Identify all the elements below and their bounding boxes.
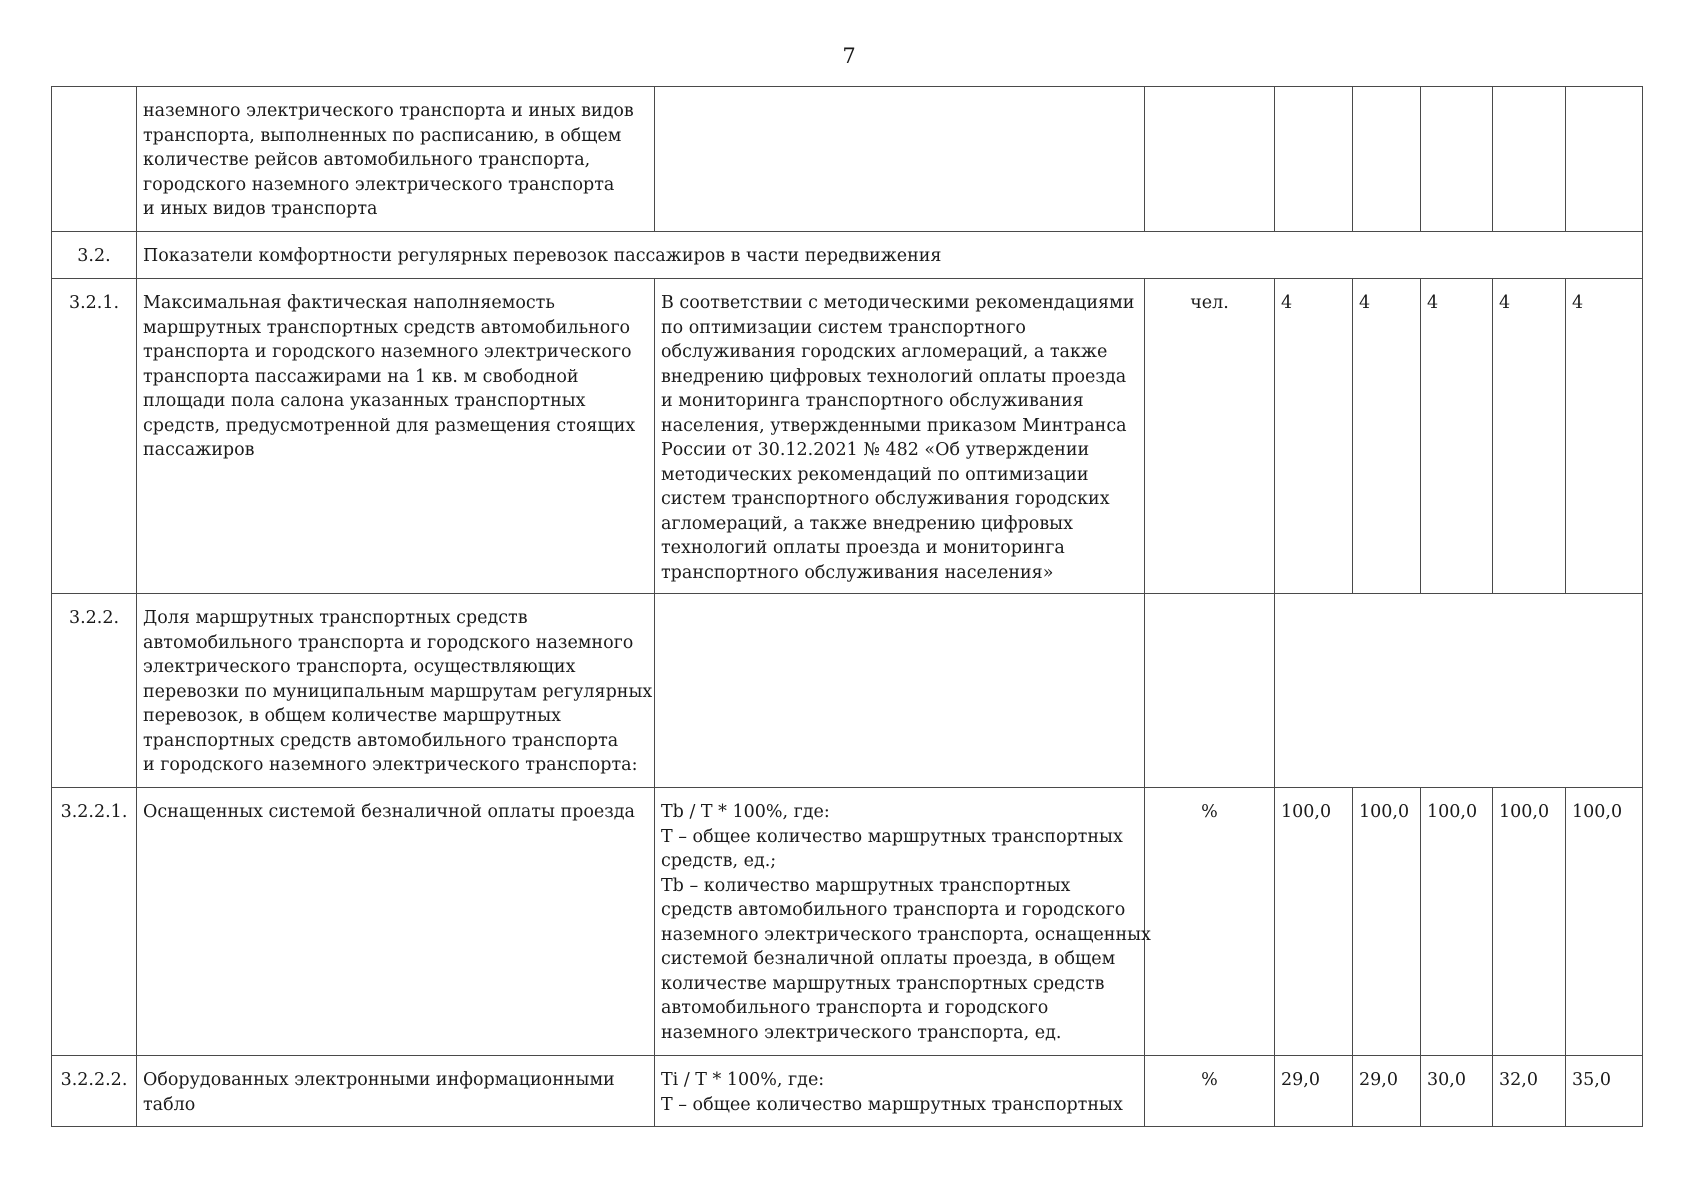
page-number: 7: [842, 44, 856, 68]
indicator-name-line: транспортных средств автомобильного транспорта: [143, 730, 619, 751]
indicator-name-cell: [137, 788, 655, 1056]
indicator-name-cell: [137, 594, 655, 788]
value-cell: 4: [1275, 279, 1353, 594]
method-line: методических рекомендаций по оптимизации: [661, 464, 1089, 485]
indicator-name-line: площади пола салона указанных транспортных: [143, 391, 586, 411]
value-cell: 100,0: [1353, 788, 1421, 1056]
method-cell: [655, 788, 1151, 1056]
method-line: наземного электрического транспорта, ед.: [661, 1022, 1062, 1043]
indicator-name-line: городского наземного электрического транспорта: [143, 174, 615, 195]
table-row: [52, 87, 1643, 232]
indicator-name-cell: [137, 87, 655, 232]
method-line: T – общее количество маршрутных транспортных: [661, 1094, 1123, 1115]
method-line: Ti / T * 100%, где:: [661, 1070, 825, 1090]
value-cell: 35,0: [1566, 1056, 1643, 1127]
method-line: технологий оплаты проезда и мониторинга: [661, 538, 1065, 558]
unit-cell: %: [1145, 788, 1275, 1056]
indicator-name-line: транспорта и городского наземного электрического: [143, 342, 632, 362]
unit-cell: [1145, 594, 1275, 788]
indicator-name-line: маршрутных транспортных средств автомобильного: [143, 317, 631, 338]
row-number-cell: 3.2.2.1.: [52, 788, 137, 1056]
indicator-name-line: транспорта пассажирами на 1 кв. м свободной: [143, 366, 579, 387]
method-line: Tb / T * 100%, где:: [661, 802, 830, 822]
value-cell: 100,0: [1275, 788, 1353, 1056]
value-cell: 100,0: [1566, 788, 1643, 1056]
method-line: России от 30.12.2021 № 482 «Об утверждении: [661, 440, 1090, 460]
indicator-name-cell: [137, 1056, 655, 1127]
method-line: населения, утвержденными приказом Минтранса: [661, 415, 1127, 436]
indicator-name-line: Оснащенных системой безналичной оплаты проезда: [143, 802, 635, 822]
value-cell: [1421, 87, 1493, 232]
method-line: обслуживания городских агломераций, а также: [661, 342, 1108, 362]
indicator-name-line: количестве рейсов автомобильного транспорта,: [143, 150, 591, 170]
row-number-cell: 3.2.2.: [52, 594, 137, 788]
table-row: [52, 232, 1643, 279]
value-cell: 4: [1353, 279, 1421, 594]
indicator-name-line: наземного электрического транспорта и иных видов: [143, 101, 634, 121]
method-cell: [655, 87, 1145, 232]
method-line: транспортного обслуживания населения»: [661, 562, 1054, 583]
value-cell: [1353, 87, 1421, 232]
indicator-name-line: перевозок, в общем количестве маршрутных: [143, 706, 561, 726]
value-cell: 29,0: [1275, 1056, 1353, 1127]
value-cell: 32,0: [1493, 1056, 1566, 1127]
table-row: [52, 594, 1643, 788]
indicator-name-line: электрического транспорта, осуществляющих: [143, 657, 576, 677]
value-cell: [1275, 87, 1353, 232]
indicator-name-line: Максимальная фактическая наполняемость: [143, 293, 555, 313]
method-line: агломераций, а также внедрению цифровых: [661, 513, 1073, 534]
value-cell: 30,0: [1421, 1056, 1493, 1127]
indicator-name-line: табло: [143, 1094, 196, 1115]
indicator-name-line: Доля маршрутных транспортных средств: [143, 608, 528, 628]
method-cell: [655, 594, 1145, 788]
indicator-name-line: транспорта, выполненных по расписанию, в общем: [143, 125, 622, 146]
row-number-cell: 3.2.: [52, 232, 137, 279]
method-line: средств автомобильного транспорта и городского: [661, 900, 1126, 920]
indicator-name-cell: [137, 279, 655, 594]
method-line: наземного электрического транспорта, оснащенных: [661, 924, 1151, 945]
indicators-table: [51, 86, 1643, 1127]
row-number-cell: [52, 87, 137, 232]
value-cell: 100,0: [1421, 788, 1493, 1056]
value-cell: 100,0: [1493, 788, 1566, 1056]
indicator-name-line: автомобильного транспорта и городского наземного: [143, 632, 634, 653]
row-number-cell: 3.2.1.: [52, 279, 137, 594]
method-line: Tb – количество маршрутных транспортных: [661, 875, 1071, 896]
indicator-name-line: и иных видов транспорта: [143, 199, 378, 219]
value-cell: 4: [1566, 279, 1643, 594]
method-line: средств, ед.;: [661, 851, 777, 871]
value-cell: [1566, 87, 1643, 232]
method-line: автомобильного транспорта и городского: [661, 998, 1049, 1018]
value-cell: 4: [1493, 279, 1566, 594]
indicator-name-line: и городского наземного электрического транспорта:: [143, 755, 638, 775]
value-cell: 4: [1421, 279, 1493, 594]
method-cell: [655, 1056, 1145, 1127]
unit-cell: [1145, 87, 1275, 232]
method-line: внедрению цифровых технологий оплаты проезда: [661, 366, 1127, 387]
value-cell: 29,0: [1353, 1056, 1421, 1127]
method-line: количестве маршрутных транспортных средств: [661, 973, 1105, 994]
indicator-name-line: Оборудованных электронными информационными: [143, 1070, 615, 1090]
method-cell: [655, 279, 1145, 594]
method-line: систем транспортного обслуживания городских: [661, 489, 1110, 509]
unit-cell: %: [1145, 1056, 1275, 1127]
value-cell: [1493, 87, 1566, 232]
table-row: [52, 1056, 1643, 1127]
indicator-name-line: перевозки по муниципальным маршрутам регулярных: [143, 681, 653, 702]
table-row: [52, 279, 1643, 594]
method-line: по оптимизации систем транспортного: [661, 317, 1026, 338]
indicator-name-line: пассажиров: [143, 440, 255, 460]
method-line: T – общее количество маршрутных транспортных: [661, 826, 1123, 847]
method-line: В соответствии с методическими рекомендациями: [661, 293, 1135, 313]
section-title-cell: Показатели комфортности регулярных перевозок пассажиров в части передвижения: [137, 232, 1643, 279]
method-line: системой безналичной оплаты проезда, в общем: [661, 949, 1116, 969]
values-merged-cell: [1275, 594, 1643, 788]
unit-cell: чел.: [1145, 279, 1275, 594]
table-row: [52, 788, 1643, 1056]
method-line: и мониторинга транспортного обслуживания: [661, 391, 1084, 411]
row-number-cell: 3.2.2.2.: [52, 1056, 137, 1127]
indicator-name-line: средств, предусмотренной для размещения стоящих: [143, 415, 636, 436]
